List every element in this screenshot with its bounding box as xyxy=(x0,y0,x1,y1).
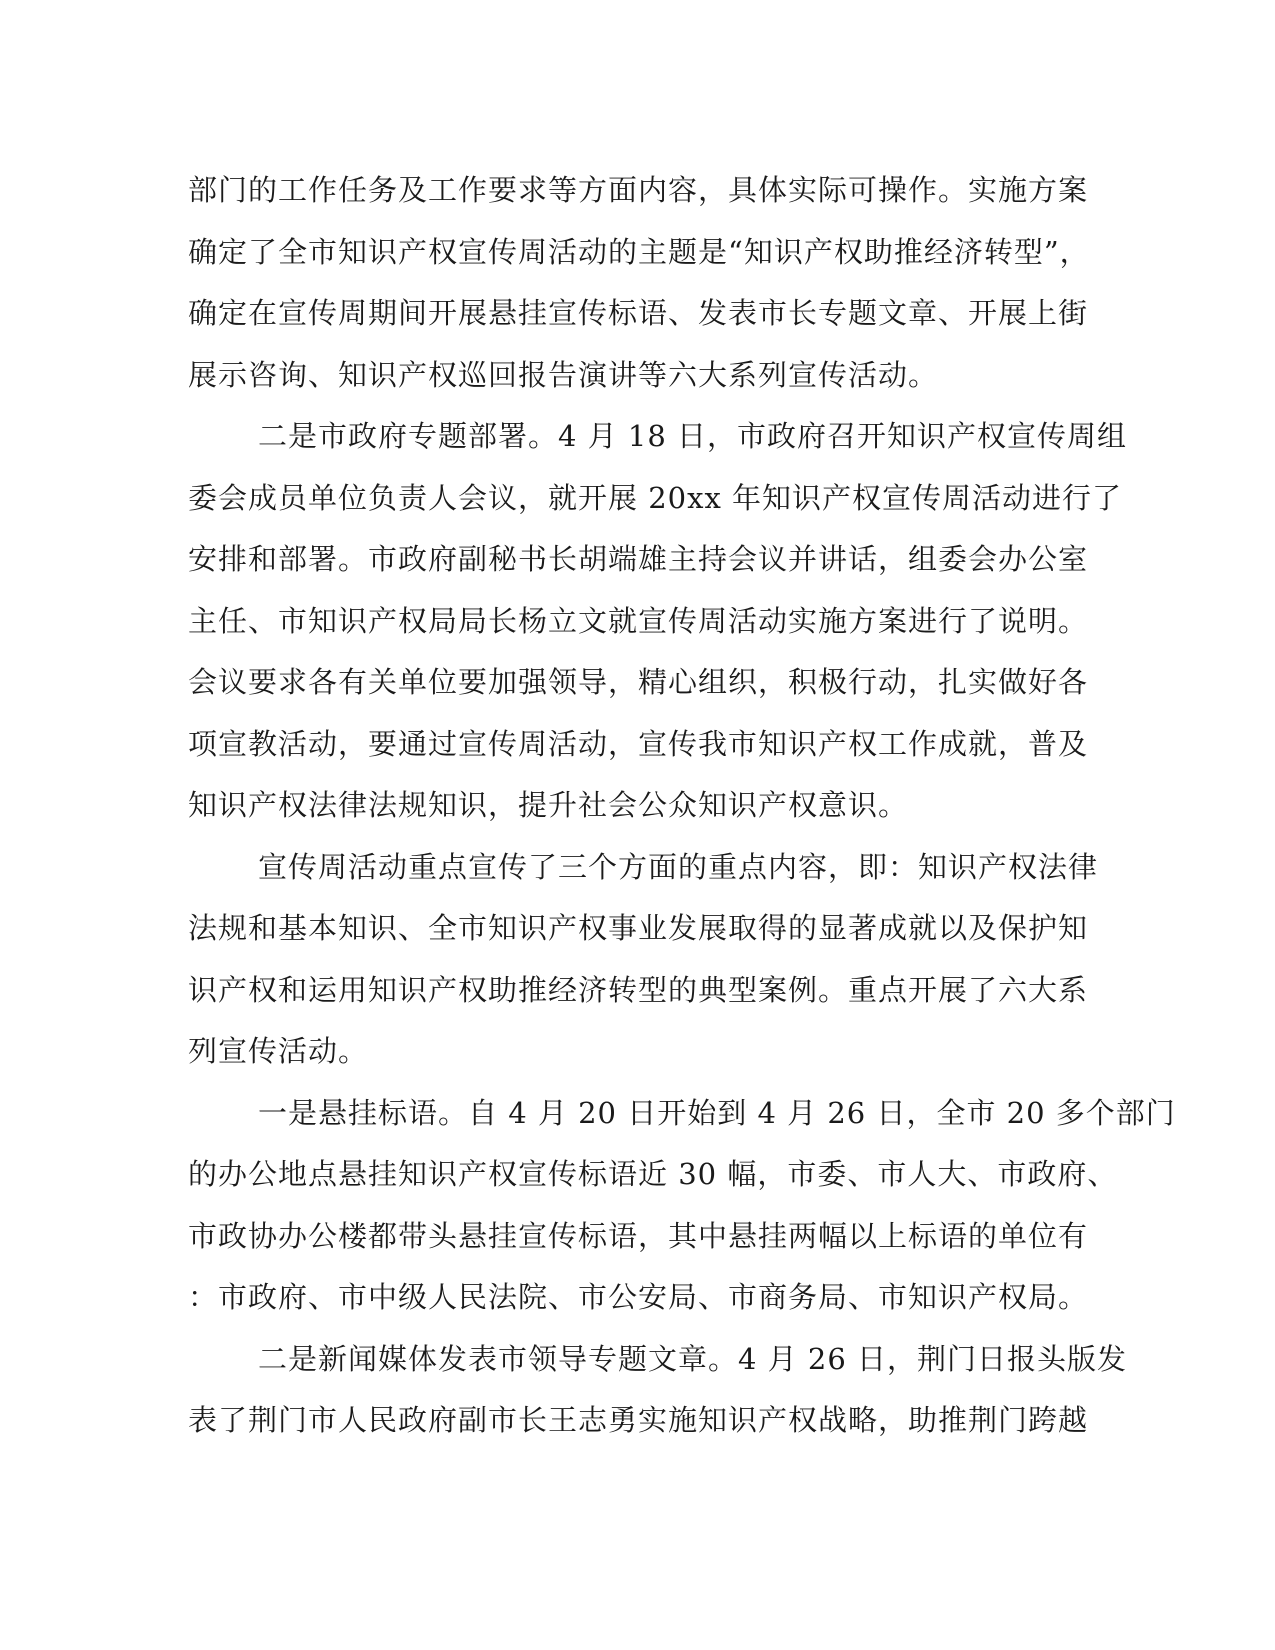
paragraph xyxy=(188,1083,1176,1329)
text-line: ：市政府、市中级人民法院、市公安局、市商务局、市知识产权局。 xyxy=(188,1280,1089,1314)
text-line: 二是新闻媒体发表市领导专题文章。4 月 26 日，荆门日报头版发 xyxy=(258,1341,1128,1376)
text-line: 展示咨询、知识产权巡回报告演讲等六大系列宣传活动。 xyxy=(188,357,939,392)
text-line: 主任、市知识产权局局长杨立文就宣传周活动实施方案进行了说明。 xyxy=(188,603,1089,638)
text-line: 法规和基本知识、全市知识产权事业发展取得的显著成就以及保护知 xyxy=(188,911,1089,945)
text-line: 市政协办公楼都带头悬挂宣传标语，其中悬挂两幅以上标语的单位有 xyxy=(188,1218,1089,1253)
paragraph xyxy=(188,1329,1128,1452)
text-line: 委会成员单位负责人会议，就开展 20xx 年知识产权宣传周活动进行了 xyxy=(188,480,1123,515)
text-line: 会议要求各有关单位要加强领导，精心组织，积极行动，扎实做好各 xyxy=(188,665,1089,699)
text-line: 列宣传活动。 xyxy=(188,1034,369,1068)
text-line: 部门的工作任务及工作要求等方面内容，具体实际可操作。实施方案 xyxy=(188,173,1089,207)
text-line: 一是悬挂标语。自 4 月 20 日开始到 4 月 26 日，全市 20 多个部门 xyxy=(258,1095,1176,1130)
text-line: 项宣教活动，要通过宣传周活动，宣传我市知识产权工作成就，普及 xyxy=(188,726,1089,761)
paragraph xyxy=(188,160,1090,406)
text-line: 二是市政府专题部署。4 月 18 日，市政府召开知识产权宣传周组 xyxy=(258,419,1128,453)
text-line: 识产权和运用知识产权助推经济转型的典型案例。重点开展了六大系 xyxy=(188,972,1089,1007)
text-line: 表了荆门市人民政府副市长王志勇实施知识产权战略，助推荆门跨越 xyxy=(188,1403,1089,1437)
text-line: 的办公地点悬挂知识产权宣传标语近 30 幅，市委、市人大、市政府、 xyxy=(188,1157,1118,1191)
paragraph xyxy=(188,406,1128,837)
paragraph xyxy=(188,837,1099,1083)
text-line: 确定了全市知识产权宣传周活动的主题是“知识产权助推经济转型”， xyxy=(188,234,1090,269)
text-line: 宣传周活动重点宣传了三个方面的重点内容，即：知识产权法律 xyxy=(258,849,1099,884)
text-line: 知识产权法律法规知识，提升社会公众知识产权意识。 xyxy=(188,788,909,822)
text-line: 确定在宣传周期间开展悬挂宣传标语、发表市长专题文章、开展上街 xyxy=(188,296,1089,330)
text-line: 安排和部署。市政府副秘书长胡端雄主持会议并讲话，组委会办公室 xyxy=(188,542,1089,576)
document-body xyxy=(188,160,1176,1452)
